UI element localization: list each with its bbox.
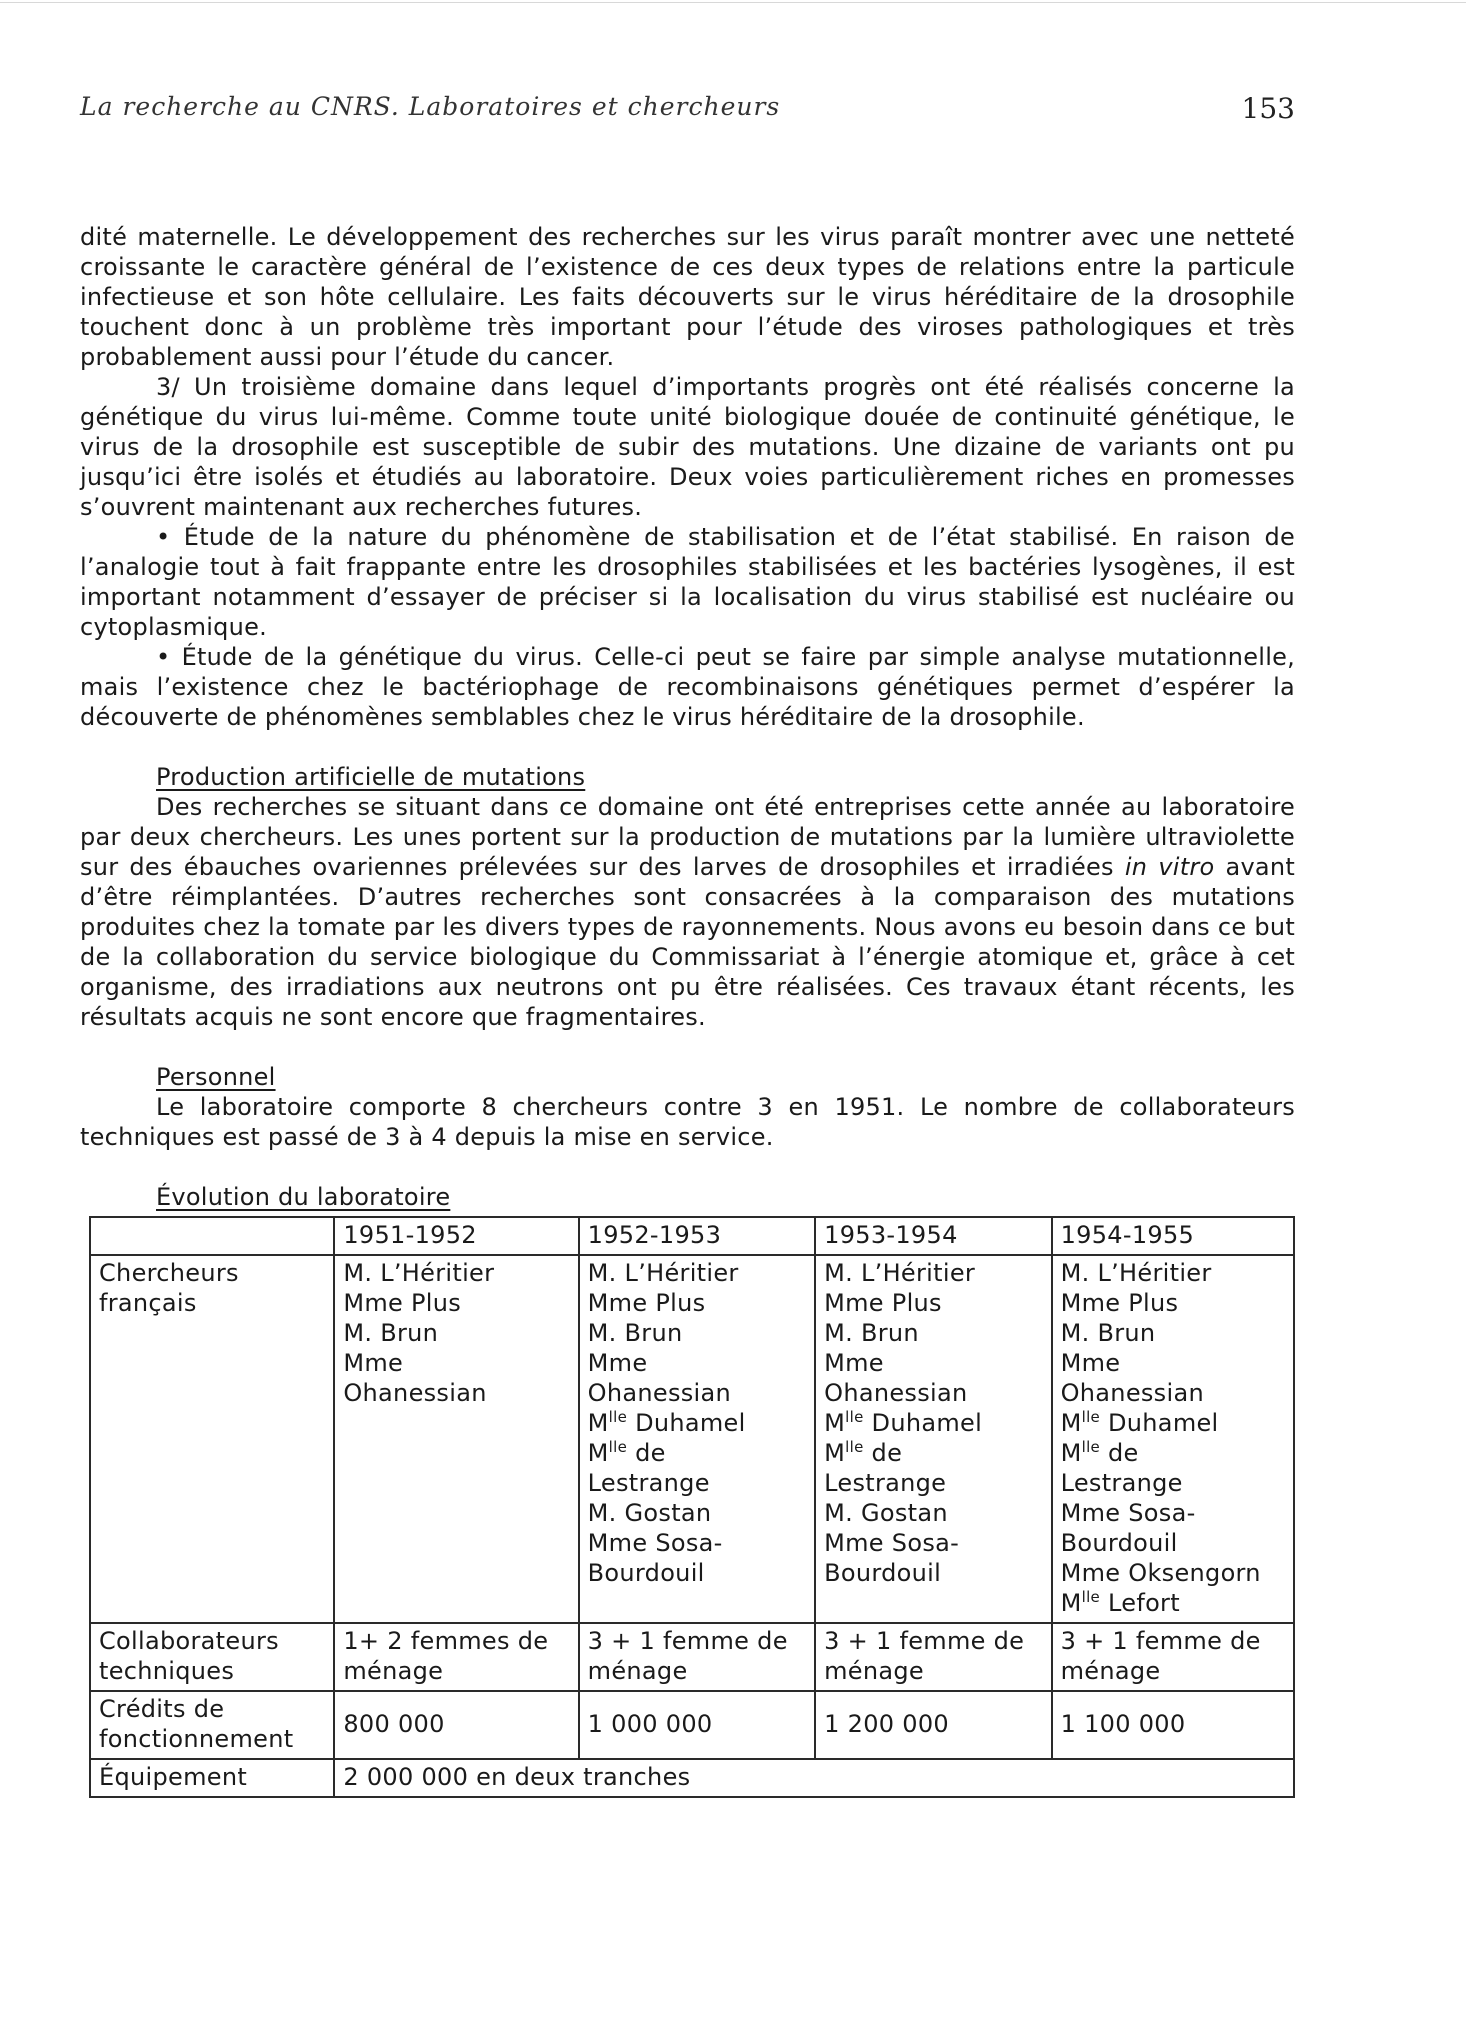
table-cell: 1+ 2 femmes de ménage (334, 1623, 578, 1691)
title-superscript: lle (845, 1438, 864, 1456)
bullet-paragraph: • Étude de la nature du phénomène de stabilisation et de l’état stabilisé. En raison de l’analogie tout à fait frappante entre les drosophiles stabilisées et les bactéries lysogènes, il est important notamment d’essayer de préciser si la localisation du virus stabilisé est nucléaire ou cytoplasmique. (80, 523, 1295, 641)
researchers-cell (1052, 1255, 1294, 1623)
top-rule (0, 2, 1466, 3)
surname: de (627, 1439, 666, 1467)
table-cell: 1 200 000 (815, 1691, 1051, 1759)
title-superscript: lle (608, 1438, 628, 1456)
researcher-name: Mme (587, 1349, 648, 1377)
row-label: Crédits de fonctionnement (90, 1691, 334, 1759)
researcher-name: Ohanessian (1060, 1379, 1204, 1407)
table-cell: 3 + 1 femme de ménage (1052, 1623, 1294, 1691)
surname: de (1100, 1439, 1139, 1467)
researcher-name: Lestrange (587, 1469, 710, 1497)
researchers-cell (334, 1255, 578, 1623)
researcher-name: M. Gostan (824, 1499, 948, 1527)
paragraph: 3/ Un troisième domaine dans lequel d’importants progrès ont été réalisés concerne la génétique du virus lui-même. Comme toute unité biologique douée de continuité génétique, le virus de la drosophile est susceptible de subir des mutations. Une dizaine de variants ont pu jusqu’ici être isolés et étudiés au laboratoire. Deux voies particulièrement riches en promesses s’ouvrent maintenant aux recherches futures. (80, 373, 1295, 521)
researcher-name: Ohanessian (343, 1379, 487, 1407)
researcher-name: M. Brun (1060, 1319, 1156, 1347)
researchers-cell (815, 1255, 1051, 1623)
title-abbrev: M (587, 1439, 609, 1467)
surname: Duhamel (627, 1409, 746, 1437)
researcher-name: M. Gostan (587, 1499, 712, 1527)
researcher-name: Bourdouil (1060, 1529, 1178, 1557)
researchers-cell (579, 1255, 815, 1623)
researcher-name: Bourdouil (824, 1559, 942, 1587)
researcher-name: Ohanessian (824, 1379, 968, 1407)
italic-term: in vitro (1124, 853, 1215, 881)
title-abbrev: M (824, 1409, 846, 1437)
researcher-name: Bourdouil (587, 1559, 705, 1587)
running-title: La recherche au CNRS. Laboratoires et chercheurs (80, 92, 781, 121)
researcher-name: Lestrange (1060, 1469, 1183, 1497)
paragraph (80, 792, 1295, 1032)
row-label: Équipement (90, 1759, 334, 1797)
researcher-name (588, 1438, 806, 1468)
table-cell: 800 000 (334, 1691, 578, 1759)
researcher-name: Mme Sosa- (1060, 1499, 1196, 1527)
table-cell: 3 + 1 femme de ménage (815, 1623, 1051, 1691)
researcher-name (588, 1408, 806, 1438)
page-header (80, 92, 1295, 132)
text-run: avant d’être réimplantées. D’autres recherches sont consacrées à la comparaison des mutations produites chez la tomate par les divers types de rayonnements. Nous avons eu besoin dans ce but de la collaboration du service biologique du Commissariat à l’énergie atomique et, grâce à cet organisme, des irradiations aux neutrons ont pu être réalisées. Ces travaux étant récents, les résultats acquis ne sont encore que fragmentaires. (80, 853, 1295, 1031)
table-cell: 2 000 000 en deux tranches (334, 1759, 1294, 1797)
researcher-name: M. Brun (824, 1319, 919, 1347)
researcher-name: Mme (343, 1349, 404, 1377)
year-header: 1951-1952 (334, 1217, 578, 1255)
researcher-name: M. Brun (343, 1319, 439, 1347)
title-superscript: lle (1081, 1438, 1101, 1456)
bullet-paragraph: • Étude de la génétique du virus. Celle-ci peut se faire par simple analyse mutationnelle, mais l’existence chez le bactériophage de recombinaisons génétiques permet d’espérer la découverte de phénomènes semblables chez le virus héréditaire de la drosophile. (80, 643, 1295, 731)
researcher-name: Mme Sosa- (824, 1529, 960, 1557)
title-superscript: lle (1081, 1588, 1101, 1606)
researcher-name: Lestrange (824, 1469, 947, 1497)
table-cell: 1 000 000 (579, 1691, 815, 1759)
researcher-name: Mme Oksengorn (1060, 1559, 1261, 1587)
researcher-name (1061, 1438, 1285, 1468)
surname: de (863, 1439, 903, 1467)
researcher-name: M. L’Héritier (1060, 1259, 1212, 1287)
table-row-equipement (90, 1759, 1294, 1797)
title-superscript: lle (845, 1408, 864, 1426)
researcher-name: Mme Sosa- (587, 1529, 723, 1557)
paragraph: dité maternelle. Le développement des recherches sur les virus paraît montrer avec une netteté croissante le caractère général de l’existence de ces deux types de relations entre la particule infectieuse et son hôte cellulaire. Les faits découverts sur le virus héréditaire de la drosophile touchent donc à un problème très important pour l’étude des viroses pathologiques et très probablement aussi pour l’étude du cancer. (80, 223, 1295, 371)
table-header-row (90, 1217, 1294, 1255)
evolution-table (89, 1216, 1295, 1798)
researcher-name (1061, 1408, 1285, 1438)
researcher-name: Mme (824, 1349, 884, 1377)
researcher-name: Mme Plus (587, 1289, 706, 1317)
year-header: 1952-1953 (579, 1217, 815, 1255)
title-abbrev: M (1060, 1409, 1082, 1437)
table-row-credits (90, 1691, 1294, 1759)
researcher-name: M. L’Héritier (824, 1259, 976, 1287)
researcher-name: M. L’Héritier (343, 1259, 495, 1287)
table-row-collaborateurs (90, 1623, 1294, 1691)
researcher-name (824, 1438, 1042, 1468)
surname: Duhamel (1100, 1409, 1219, 1437)
researcher-name: Ohanessian (587, 1379, 732, 1407)
title-superscript: lle (1081, 1408, 1101, 1426)
section-heading-mutations: Production artificielle de mutations (156, 763, 586, 791)
title-abbrev: M (1060, 1439, 1082, 1467)
section-heading-personnel: Personnel (156, 1063, 276, 1091)
paragraph: Le laboratoire comporte 8 chercheurs contre 3 en 1951. Le nombre de collaborateurs techniques est passé de 3 à 4 depuis la mise en service. (80, 1093, 1295, 1151)
title-abbrev: M (1060, 1589, 1082, 1617)
year-header: 1953-1954 (815, 1217, 1051, 1255)
researcher-name: Mme Plus (343, 1289, 462, 1317)
table-cell: 1 100 000 (1052, 1691, 1294, 1759)
text-run: Des recherches se situant dans ce domaine ont été entreprises cette année au laboratoire par deux chercheurs. Les unes portent sur la production de mutations par la lumière ultraviolette sur des ébauches ovariennes prélevées sur des larves de drosophiles et irradiées (80, 793, 1295, 881)
year-header: 1954-1955 (1052, 1217, 1294, 1255)
researcher-name (1061, 1588, 1285, 1618)
row-label: Chercheurs français (90, 1255, 334, 1623)
table-row-chercheurs (90, 1255, 1294, 1623)
researcher-name: M. Brun (587, 1319, 683, 1347)
researcher-name: Mme Plus (1060, 1289, 1179, 1317)
title-superscript: lle (608, 1408, 628, 1426)
table-cell: 3 + 1 femme de ménage (579, 1623, 815, 1691)
row-label: Collaborateurs techniques (90, 1623, 334, 1691)
surname: Duhamel (863, 1409, 983, 1437)
researcher-name: Mme (1060, 1349, 1121, 1377)
researcher-name (824, 1408, 1042, 1438)
surname: Lefort (1100, 1589, 1180, 1617)
empty-corner-cell (90, 1217, 334, 1255)
page-number: 153 (1241, 92, 1295, 125)
title-abbrev: M (824, 1439, 846, 1467)
title-abbrev: M (587, 1409, 609, 1437)
researcher-name: Mme Plus (824, 1289, 942, 1317)
researcher-name: M. L’Héritier (587, 1259, 739, 1287)
table-caption: Évolution du laboratoire (156, 1183, 451, 1211)
body-text (80, 222, 1295, 1212)
